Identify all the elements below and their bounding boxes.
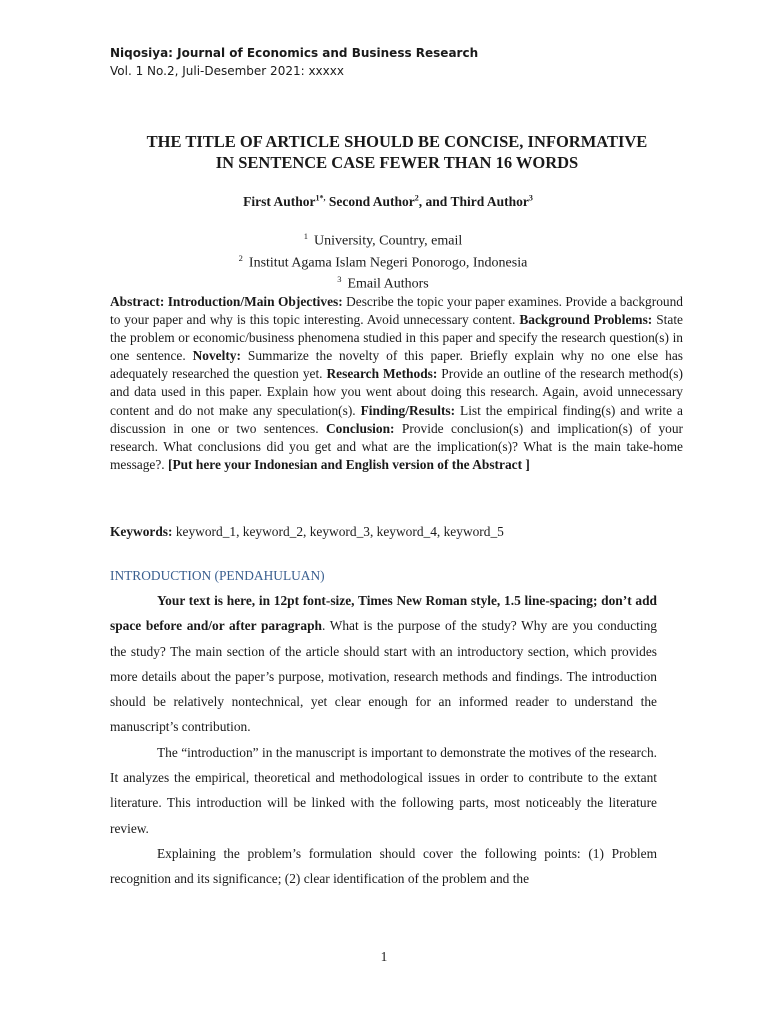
paragraph-text: . What is the purpose of the study? Why are you conducting the study? The main section of the article should start with an introductory section, which provides more details about the paper’s purpose, motivation, research methods and findings. The introduction should be relatively nontechnical, yet clear enough for an informed reader to understand the manuscript’s contribution. <box>110 618 657 735</box>
author-list <box>100 193 676 211</box>
affiliation-text: Email Authors <box>347 276 429 292</box>
paragraph-bold-lead: Your text is here, in 12pt font-size, Times New Roman style, 1.5 line-spacing; don’t add space before and/or after paragraph <box>110 593 657 634</box>
paragraph: The “introduction” in the manuscript is important to demonstrate the motives of the research. It analyzes the empirical, theoretical and methodological issues in order to contribute to the extant literature. This introduction will be linked with the following parts, most noticeably the literature review. <box>110 744 657 836</box>
affiliation-item <box>100 228 666 250</box>
author-first: First Author <box>243 194 316 209</box>
author-separator: , and <box>418 194 451 209</box>
affiliation-text: University, Country, email <box>313 233 463 249</box>
abstract-novelty-text: Summarize the novelty of this paper. Briefly explain why no one else has adequately researched the question yet. <box>110 348 683 382</box>
abstract-novelty-label: Novelty: <box>192 348 241 364</box>
abstract-intro-text: Describe the topic your paper examines. Provide a background to your paper and why is this topic interesting. Avoid unnecessary content. <box>110 294 683 328</box>
section-heading-introduction: INTRODUCTION (PENDAHULUAN) <box>110 568 325 583</box>
abstract-intro-label: Introduction/Main Objectives: <box>167 294 343 309</box>
author-third: Third Author <box>450 194 529 209</box>
article-title <box>100 131 694 173</box>
affiliation-text: Institut Agama Islam Negeri Ponorogo, Indonesia <box>248 255 528 271</box>
keywords-text: keyword_1, keyword_2, keyword_3, keyword_4, keyword_5 <box>175 524 504 539</box>
author-third-sup: 3 <box>528 193 533 203</box>
abstract-background-text: State the problem or economic/business phenomena studied in this paper and specify the research question(s) in one sentence. <box>110 312 683 364</box>
affiliation-item <box>100 250 666 272</box>
abstract-findings-text: List the empirical finding(s) and write a discussion in one or two sentences. <box>110 402 683 436</box>
affiliation-number: 2 <box>238 252 243 263</box>
keywords-line <box>110 523 683 541</box>
affiliation-number: 1 <box>303 231 308 241</box>
abstract-conclusion-label: Conclusion: <box>326 420 395 436</box>
affiliation-list <box>100 228 666 293</box>
abstract-label: Abstract: <box>110 294 165 309</box>
journal-volume: Vol. 1 No.2, Juli-Desember 2021: xxxxx <box>110 64 344 78</box>
abstract-methods-text: Provide an outline of the research method(s) and data used in this paper. Explain how you went about doing this research. Again, avoid unnecessary content and do not make any speculation(s). <box>110 366 683 418</box>
running-header <box>110 44 478 80</box>
abstract-findings-label: Finding/Results: <box>360 402 456 418</box>
abstract-conclusion-text: Provide conclusion(s) and implication(s) of your research. What conclusions did you get and what are the implication(s)? What is the main take-home message?. <box>110 420 683 472</box>
abstract-background-label: Background Problems: <box>519 312 653 328</box>
affiliation-item <box>100 271 666 293</box>
journal-name: Niqosiya: Journal of Economics and Business Research <box>110 46 479 60</box>
paragraph <box>110 588 657 740</box>
article-title-line-1: THE TITLE OF ARTICLE SHOULD BE CONCISE, INFORMATIVE <box>146 132 648 151</box>
author-second-sup: 2 <box>414 193 419 203</box>
abstract-block <box>110 293 683 474</box>
abstract-methods-label: Research Methods: <box>326 366 438 382</box>
author-first-sup: 1*, <box>315 193 326 203</box>
abstract-note: [Put here your Indonesian and English version of the Abstract ] <box>168 456 530 472</box>
paragraph: Explaining the problem’s formulation should cover the following points: (1) Problem recognition and its significance; (2) clear identification of the problem and the <box>110 845 657 887</box>
keywords-label: Keywords: <box>110 524 173 539</box>
article-title-line-2: IN SENTENCE CASE FEWER THAN 16 WORDS <box>215 153 579 172</box>
page-number: 1 <box>380 949 388 964</box>
introduction-body <box>110 588 657 892</box>
author-second: Second Author <box>325 194 415 209</box>
affiliation-number: 3 <box>337 274 342 285</box>
